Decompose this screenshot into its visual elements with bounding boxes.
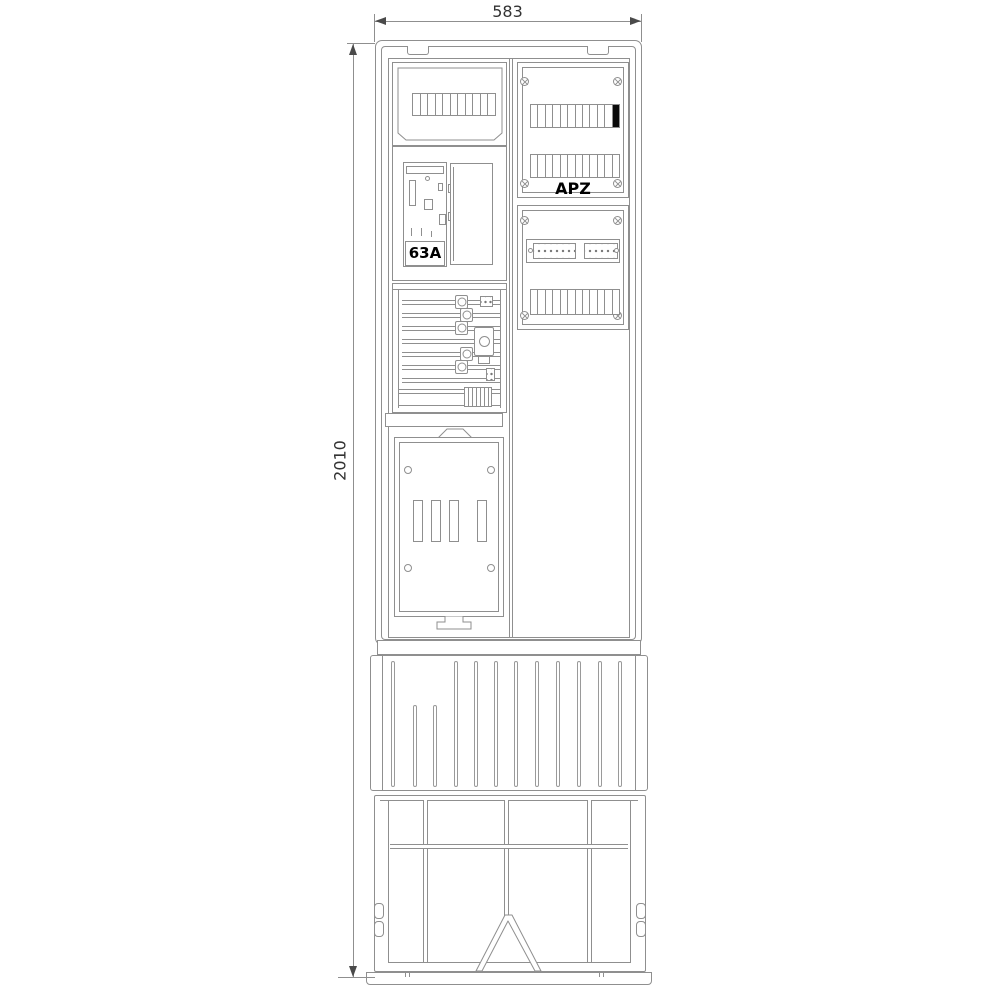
- rib: [454, 661, 458, 787]
- tap-device-terminal: [479, 336, 490, 347]
- busbar-clamp: [460, 308, 473, 322]
- rib: [494, 661, 498, 787]
- rib: [618, 661, 622, 787]
- rib-short: [413, 705, 417, 787]
- side-clip: [636, 903, 646, 919]
- apz-label: APZ: [555, 179, 591, 198]
- extension-line: [641, 14, 642, 42]
- height-dimension-label: 2010: [330, 440, 350, 481]
- ground-line: [338, 977, 375, 978]
- switch-label-strip: [406, 166, 444, 174]
- screw-icon: [613, 216, 622, 225]
- terminal-pin-block: [584, 243, 618, 259]
- tap-device-foot: [478, 356, 490, 364]
- door-hinge: [448, 184, 451, 193]
- door-panel: [450, 163, 493, 265]
- screw-icon: [520, 311, 529, 320]
- side-clip: [374, 903, 384, 919]
- arrow-up-icon: [349, 44, 357, 55]
- switch-detail: [424, 199, 433, 210]
- mounting-hole: [487, 564, 495, 572]
- shelf-plate: [385, 413, 503, 427]
- rib: [598, 661, 602, 787]
- apz-breaker-row-1: [530, 104, 620, 128]
- busbar: [402, 313, 500, 318]
- dimension-line: [353, 44, 354, 978]
- base-top-rail: [377, 640, 641, 655]
- ribbed-side-line: [382, 655, 383, 791]
- switch-screw-icon: [425, 176, 430, 181]
- screw-icon: [520, 77, 529, 86]
- switch-detail-mark: [431, 231, 432, 237]
- mounting-slot: [449, 500, 459, 542]
- strip-screw-icon: [528, 248, 533, 253]
- plinth-cross-rail: [390, 844, 628, 849]
- busbar-clamp: [455, 321, 468, 335]
- arrow-down-icon: [349, 966, 357, 977]
- column-partition-line: [512, 58, 513, 638]
- ribbed-side-line: [635, 655, 636, 791]
- mounting-slot: [477, 500, 487, 542]
- strip-screw-icon: [614, 248, 619, 253]
- width-dimension-label: 583: [492, 2, 523, 21]
- rib: [556, 661, 560, 787]
- plinth-inner-top-line: [380, 800, 638, 801]
- rib: [535, 661, 539, 787]
- rib-short: [433, 705, 437, 787]
- rib: [474, 661, 478, 787]
- rib: [514, 661, 518, 787]
- column-partition-line: [509, 58, 510, 638]
- door-edge-line: [453, 167, 454, 261]
- rating-label: 63A: [408, 244, 442, 262]
- plinth-inner-side: [630, 800, 631, 963]
- terminal-block-hatched: [464, 387, 492, 407]
- side-clip: [636, 921, 646, 937]
- busbar-connector: [486, 368, 495, 381]
- switch-detail-mark: [421, 228, 422, 236]
- apz-breaker-row-2: [530, 154, 620, 178]
- busbar-clamp: [460, 347, 473, 361]
- terminal-module-row: [530, 289, 620, 315]
- flange-mark: [599, 972, 600, 977]
- top-notch-right: [587, 46, 609, 55]
- screw-icon: [520, 216, 529, 225]
- top-rail-line: [392, 289, 507, 290]
- busbar-clamp: [455, 360, 468, 374]
- flange-mark: [409, 972, 410, 977]
- rib: [391, 661, 395, 787]
- bottom-foot-outline: [436, 616, 472, 630]
- flange-mark: [405, 972, 406, 977]
- plinth-brace: [472, 914, 544, 974]
- switch-handle: [439, 214, 446, 225]
- screw-icon: [613, 77, 622, 86]
- switch-slot: [409, 180, 416, 206]
- breaker-module-row: [412, 93, 496, 116]
- plinth-divider: [423, 800, 428, 962]
- mounting-slot: [413, 500, 423, 542]
- plinth-divider-center: [504, 800, 509, 918]
- mounting-slot: [431, 500, 441, 542]
- dimension-line: [374, 21, 641, 22]
- top-notch-left: [407, 46, 429, 55]
- ribbed-body: [370, 655, 648, 791]
- terminal-pin-block: [533, 243, 576, 259]
- mounting-hole: [404, 466, 412, 474]
- switch-detail-mark: [411, 228, 412, 236]
- busbar-clamp: [455, 295, 468, 309]
- switch-detail: [438, 183, 443, 191]
- rib: [577, 661, 581, 787]
- plinth-inner-side: [388, 800, 389, 963]
- mounting-hole: [404, 564, 412, 572]
- mounting-hole: [487, 466, 495, 474]
- plinth-divider: [587, 800, 592, 962]
- flange-mark: [603, 972, 604, 977]
- side-clip: [374, 921, 384, 937]
- busbar-connector: [480, 296, 493, 307]
- door-hinge: [448, 212, 451, 221]
